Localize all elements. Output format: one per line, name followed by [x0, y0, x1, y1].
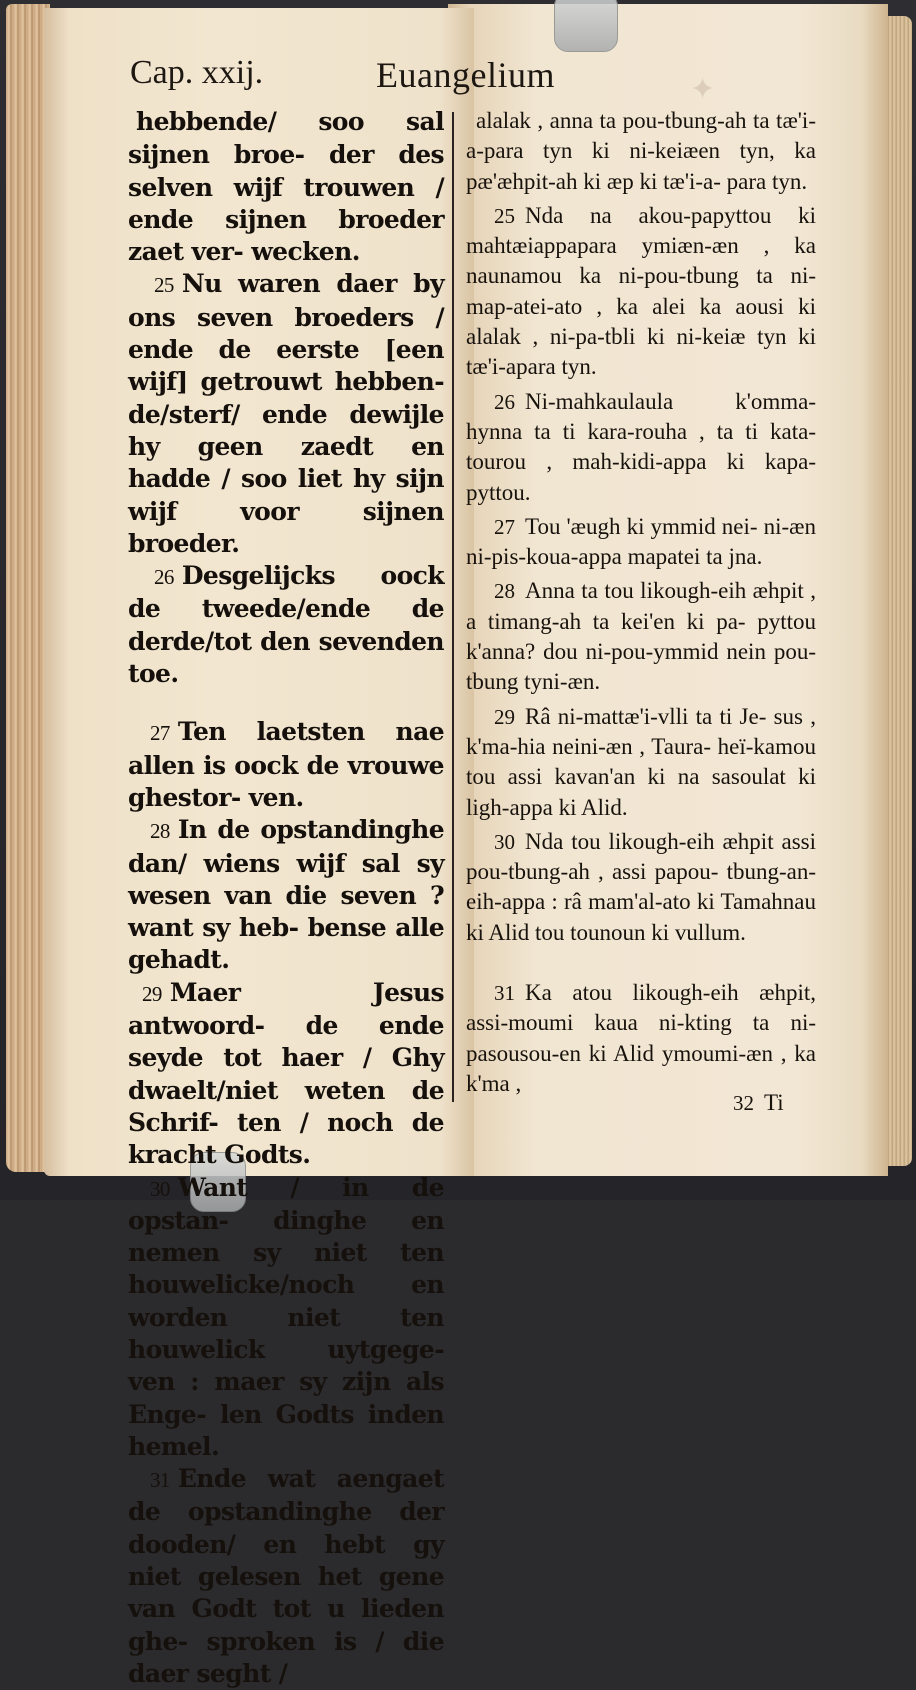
bleed-through-mark: ✦ — [690, 72, 717, 107]
column-divider — [452, 112, 454, 1102]
native-verse: 27 Tou 'æugh ki ymmid nei- ni-æn ni-pis-koua-appa mapatei ta jna. — [466, 513, 816, 570]
native-verse: 25 Nda na akou-papyttou ki mahtæiappapara ymiæn-æn , ka naunamou ka ni-pou-tbung ta ni- map-atei-ato , ka alei ka aousi ki alalak , ni-pa-tbli ki ni-keiæ tyn ki tæ'i-apara tyn. — [466, 202, 816, 380]
dutch-verse: hebbende/ soo sal sijnen broe- der des selven wijf trouwen / ende sijnen broeder zaet ver- wecken. — [128, 107, 444, 267]
native-column — [466, 106, 816, 1099]
dutch-verse: 29 Maer Jesus antwoord- de ende seyde tot haer / Ghy dwaelt/niet weten de Schrif- ten / noch de kracht Godts. — [128, 977, 444, 1170]
dutch-verse: 31 Ende wat aengaet de opstandinghe der dooden/ en hebt gy niet gelesen het gene van Godt tot u lieden ghe- sproken is / die daer seght / — [128, 1464, 444, 1688]
page-clip-top — [554, 0, 618, 52]
native-verse: 30 Nda tou likough-eih æhpit assi pou-tbung-ah , assi papou- tbung-an-eih-appa : râ mam'al-ato ki Tamahnau ki Alid tou tounoun ki vullum. — [466, 828, 816, 945]
dutch-verse: 25 Nu waren daer by ons seven broeders / ende de eerste [een wijf] getrouwt hebben- de/sterf/ ende dewijle hy geen zaedt en hadde / soo liet hy sijn wijf voor sijnen broeder. — [128, 269, 444, 558]
dutch-column — [128, 106, 444, 1690]
running-title: Euangelium — [376, 55, 555, 95]
dutch-verse: 28 In de opstandinghe dan/ wiens wijf sal sy wesen van die seven ? want sy heb- bense alle gehadt. — [128, 815, 444, 975]
native-verse: 28 Anna ta tou likough-eih æhpit , a timang-ah ta kei'en ki pa- pyttou k'anna? dou ni-pou-ymmid nein pou-tbung tyni-æn. — [466, 578, 816, 695]
dutch-verse: 30 Want / in de opstan- dinghe en nemen sy niet ten houwelicke/noch en worden niet ten houwelick uytgege- ven : maer sy zijn als Enge- len Godts inden hemel. — [128, 1172, 444, 1461]
native-verse: 31 Ka atou likough-eih æhpit, assi-moumi kaua ni-kting ta ni- pasousou-en ki Alid ymoumi-æn , ka k'ma , — [466, 980, 816, 1096]
chapter-heading: Cap. xxij. — [130, 54, 264, 91]
native-verse: 29 Râ ni-mattæ'i-vlli ta ti Je- sus , k'ma-hia neini-æn , Taura- heï-kamou tou assi kavan'an ki na sasoulat ki ligh-appa ki Alid. — [466, 703, 816, 820]
catchword: 32 Ti — [733, 1090, 784, 1115]
dutch-verse: 27 Ten laetsten nae allen is oock de vrouwe ghestor- ven. — [128, 717, 444, 812]
native-verse: 26 Ni-mahkaulaula k'omma- hynna ta ti kara-rouha , ta ti kata- tourou , mah-kidi-appa ki kapa- pyttou. — [466, 388, 816, 505]
native-verse: alalak , anna ta pou-tbung-ah ta tæ'i-a-para tyn ki ni-keiæen tyn, ka pæ'æhpit-ah ki æp ki tæ'i-a- para tyn. — [466, 108, 816, 194]
dutch-verse: 26 Desgelijcks oock de tweede/ende de derde/tot den sevenden toe. — [128, 561, 444, 689]
